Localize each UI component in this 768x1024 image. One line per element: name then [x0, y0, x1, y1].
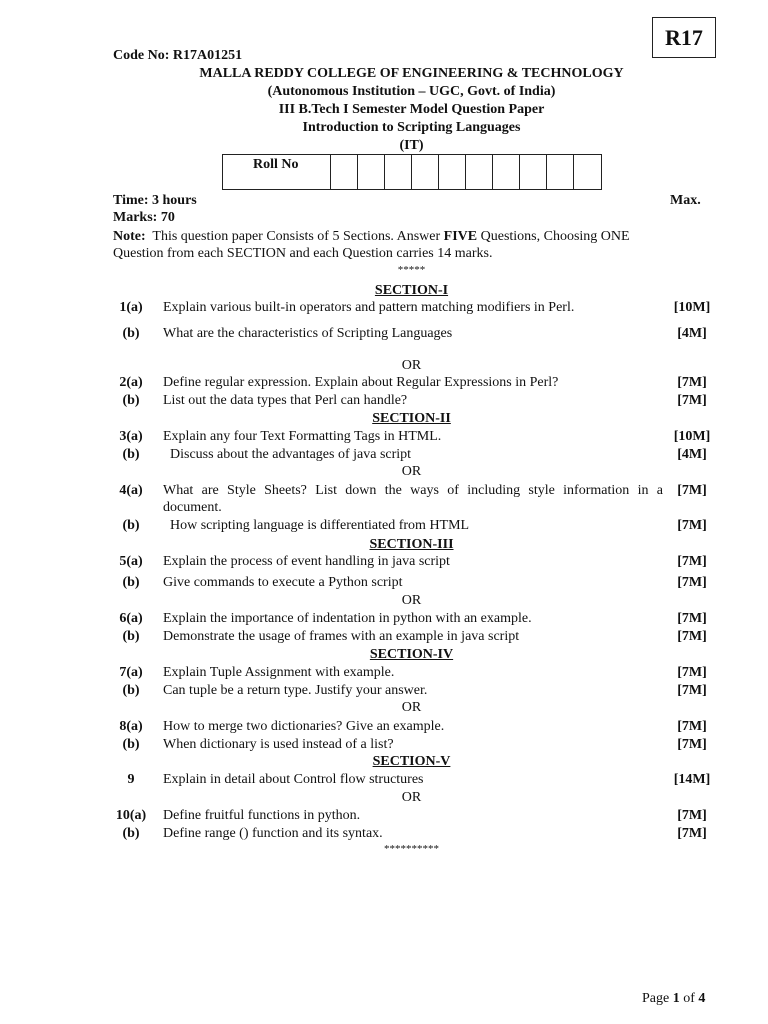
- question-number: 9: [127, 772, 135, 787]
- regulation-box: R17: [652, 17, 716, 58]
- roll-cell[interactable]: [466, 155, 493, 189]
- question-number: 8(a): [119, 719, 143, 734]
- roll-cell[interactable]: [520, 155, 547, 189]
- page-prefix: Page: [642, 991, 670, 1006]
- question-number: 7(a): [119, 665, 143, 680]
- question-number: (b): [122, 826, 140, 841]
- question-marks: [7M]: [677, 719, 707, 734]
- question-text: Explain any four Text Formatting Tags in HTML.: [163, 429, 442, 444]
- question-row: [0, 807, 768, 824]
- question-number: (b): [122, 737, 140, 752]
- roll-cell[interactable]: [574, 155, 601, 189]
- question-marks: [7M]: [677, 554, 707, 569]
- section-heading: SECTION-II: [372, 411, 451, 426]
- question-text: Define fruitful functions in python.: [163, 808, 361, 823]
- note-line-1: [113, 228, 673, 245]
- code-number: [113, 47, 242, 64]
- roll-cell[interactable]: [547, 155, 574, 189]
- question-number: (b): [122, 683, 140, 698]
- question-text: Demonstrate the usage of frames with an example in java script: [163, 629, 520, 644]
- end-stars: **********: [384, 843, 439, 855]
- question-marks: [10M]: [673, 300, 711, 315]
- question-marks: [7M]: [677, 737, 707, 752]
- question-number: (b): [122, 575, 140, 590]
- code-label: Code No:: [113, 48, 170, 63]
- question-row: [0, 482, 768, 516]
- question-text: Explain the process of event handling in java script: [163, 554, 450, 569]
- page-current: 1: [672, 991, 680, 1006]
- or-divider: OR: [401, 593, 422, 608]
- question-marks: [7M]: [677, 611, 707, 626]
- question-marks: [7M]: [677, 683, 707, 698]
- question-marks: [7M]: [677, 575, 707, 590]
- code-value: R17A01251: [172, 48, 243, 63]
- roll-label: Roll No: [223, 155, 331, 189]
- question-marks: [7M]: [677, 375, 707, 390]
- question-text: Define range () function and its syntax.: [163, 826, 383, 841]
- question-text: Explain the importance of indentation in python with an example.: [163, 611, 532, 626]
- max-label: Max.: [670, 193, 701, 208]
- question-row: [0, 553, 768, 570]
- question-number: (b): [122, 447, 140, 462]
- question-row: [0, 299, 768, 316]
- question-marks: [7M]: [677, 393, 707, 408]
- question-row: [0, 428, 768, 445]
- roll-cell[interactable]: [385, 155, 412, 189]
- question-text: Define regular expression. Explain about Regular Expressions in Perl?: [163, 375, 559, 390]
- note-text-1: This question paper Consists of 5 Sections. Answer: [152, 229, 441, 244]
- roll-cell[interactable]: [412, 155, 439, 189]
- question-row: [0, 664, 768, 681]
- question-row: [0, 517, 768, 534]
- question-row: [0, 736, 768, 753]
- roll-cell[interactable]: [493, 155, 520, 189]
- question-number: 1(a): [119, 300, 143, 315]
- question-marks: [14M]: [673, 772, 711, 787]
- subject-title: Introduction to Scripting Languages: [302, 120, 521, 135]
- question-marks: [7M]: [677, 808, 707, 823]
- question-row: [0, 628, 768, 645]
- question-text: List out the data types that Perl can handle?: [163, 393, 408, 408]
- question-row: [0, 771, 768, 788]
- page-total: 4: [698, 991, 706, 1006]
- question-text: When dictionary is used instead of a list?: [163, 737, 394, 752]
- roll-cell[interactable]: [358, 155, 385, 189]
- autonomy-line: (Autonomous Institution – UGC, Govt. of India): [267, 84, 556, 99]
- question-text: Give commands to execute a Python script: [163, 575, 403, 590]
- or-divider: OR: [401, 700, 422, 715]
- question-number: (b): [122, 393, 140, 408]
- note-text-2: Questions, Choosing ONE: [480, 229, 630, 244]
- question-number: (b): [122, 518, 140, 533]
- question-text: What are the characteristics of Scripting Languages: [163, 326, 453, 341]
- question-number: 2(a): [119, 375, 143, 390]
- question-row: [0, 374, 768, 391]
- roll-cell[interactable]: [331, 155, 358, 189]
- or-divider: OR: [401, 358, 422, 373]
- page-number: [642, 990, 705, 1007]
- question-row: [0, 574, 768, 591]
- note-label: Note:: [113, 229, 146, 244]
- question-marks: [7M]: [677, 629, 707, 644]
- question-number: 10(a): [115, 808, 147, 823]
- question-row: [0, 825, 768, 842]
- question-text: Discuss about the advantages of java script: [170, 447, 412, 462]
- question-row: [0, 718, 768, 735]
- question-text-continued: document.: [163, 500, 222, 515]
- question-number: (b): [122, 326, 140, 341]
- question-text: Explain various built-in operators and pattern matching modifiers in Perl.: [163, 300, 575, 315]
- or-divider: OR: [401, 790, 422, 805]
- question-marks: [10M]: [673, 429, 711, 444]
- question-number: 5(a): [119, 554, 143, 569]
- question-row: [0, 610, 768, 627]
- question-marks: [7M]: [677, 518, 707, 533]
- question-marks: [4M]: [677, 326, 707, 341]
- question-marks: [7M]: [677, 826, 707, 841]
- roll-number-grid: [222, 154, 602, 190]
- marks-label: Marks: 70: [113, 210, 175, 225]
- question-row: [0, 682, 768, 699]
- section-heading: SECTION-III: [369, 537, 454, 552]
- question-text: How scripting language is differentiated from HTML: [170, 518, 470, 533]
- question-marks: [4M]: [677, 447, 707, 462]
- or-divider: OR: [401, 464, 422, 479]
- question-row: [0, 392, 768, 409]
- page-of: of: [683, 991, 695, 1006]
- question-number: (b): [122, 629, 140, 644]
- section-heading: SECTION-IV: [369, 647, 454, 662]
- question-number: 3(a): [119, 429, 143, 444]
- question-text: How to merge two dictionaries? Give an example.: [163, 719, 445, 734]
- note-line-2: Question from each SECTION and each Question carries 14 marks.: [113, 246, 493, 261]
- question-row: [0, 325, 768, 342]
- question-marks: [7M]: [677, 483, 707, 498]
- stars-divider: *****: [397, 264, 426, 276]
- time-label: Time: 3 hours: [113, 193, 197, 208]
- section-heading: SECTION-V: [372, 754, 451, 769]
- question-number: 6(a): [119, 611, 143, 626]
- branch-label: (IT): [399, 138, 424, 153]
- question-text: Can tuple be a return type. Justify your answer.: [163, 683, 428, 698]
- exam-title: III B.Tech I Semester Model Question Paper: [278, 102, 545, 117]
- question-row: [0, 446, 768, 463]
- roll-cell[interactable]: [439, 155, 466, 189]
- question-number: 4(a): [119, 483, 143, 498]
- question-marks: [7M]: [677, 665, 707, 680]
- question-text: Explain in detail about Control flow structures: [163, 772, 424, 787]
- college-name: MALLA REDDY COLLEGE OF ENGINEERING & TECHNOLOGY: [199, 66, 624, 81]
- question-text: Explain Tuple Assignment with example.: [163, 665, 395, 680]
- note-bold: FIVE: [443, 229, 478, 244]
- section-heading: SECTION-I: [374, 283, 449, 298]
- question-text: What are Style Sheets? List down the ways of including style information in a: [163, 483, 663, 498]
